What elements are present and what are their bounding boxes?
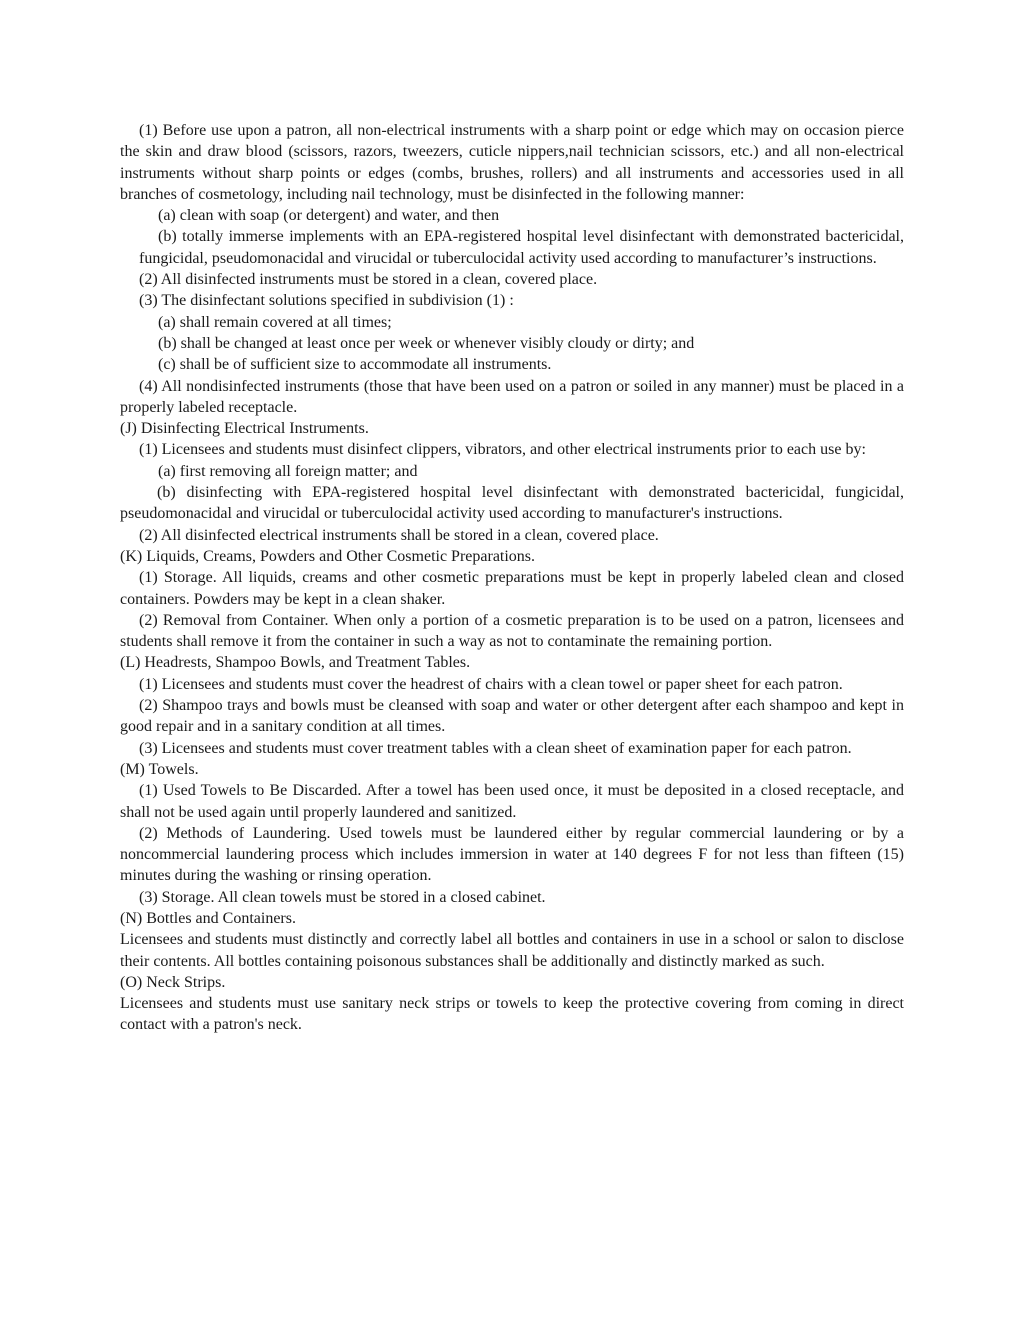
item-b-immerse: (b) totally immerse implements with an EPA-registered hospital level disinfectant with demonstrated bactericidal, fungicidal, pseudomonacidal and virucidal or tuberculocidal activity used according to manufacturer’s instructions. — [139, 228, 904, 267]
paragraph-j-1: (1) Licensees and students must disinfect clippers, vibrators, and other electrical instruments prior to each use by: — [139, 441, 866, 459]
section-heading-m: (M) Towels. — [120, 760, 199, 778]
paragraph-l-1: (1) Licensees and students must cover the headrest of chairs with a clean towel or paper sheet for each patron. — [139, 675, 843, 693]
item-a-clean: (a) clean with soap (or detergent) and water, and then — [158, 207, 500, 225]
paragraph-l-2: (2) Shampoo trays and bowls must be cleansed with soap and water or other detergent after each shampoo and kept in good repair and in a sanitary condition at all times. — [120, 697, 904, 736]
paragraph-m-1: (1) Used Towels to Be Discarded. After a towel has been used once, it must be deposited in a closed receptacle, and shall not be used again until properly laundered and sanitized. — [120, 782, 904, 821]
paragraph-o-body: Licensees and students must use sanitary neck strips or towels to keep the protective covering from coming in direct contact with a patron's neck. — [120, 995, 904, 1034]
item-b-changed: (b) shall be changed at least once per week or whenever visibly cloudy or dirty; and — [158, 334, 695, 352]
section-heading-n: (N) Bottles and Containers. — [120, 909, 296, 927]
paragraph-n-body: Licensees and students must distinctly and correctly label all bottles and containers in use in a school or salon to disclose their contents. All bottles containing poisonous substances shall be additionally and distinctly marked as such. — [120, 931, 904, 970]
item-c-size: (c) shall be of sufficient size to accommodate all instruments. — [158, 356, 552, 374]
paragraph-m-3: (3) Storage. All clean towels must be stored in a closed cabinet. — [139, 888, 546, 906]
document-body — [120, 120, 904, 1036]
paragraph-2-stored: (2) All disinfected instruments must be stored in a clean, covered place. — [139, 271, 598, 289]
item-a-covered: (a) shall remain covered at all times; — [158, 313, 392, 331]
paragraph-1-before-use: (1) Before use upon a patron, all non-electrical instruments with a sharp point or edge which may on occasion pierce the skin and draw blood (scissors, razors, tweezers, cuticle nippers,nail technician scissors, etc.) and all non-electrical instruments without sharp points or edges (combs, brushes, rollers) and all instruments and accessories used in all branches of cosmetology, including nail technology, must be disinfected in the following manner: — [120, 122, 904, 203]
paragraph-4-nondisinfected: (4) All nondisinfected instruments (those that have been used on a patron or soiled in any manner) must be placed in a properly labeled receptacle. — [120, 377, 904, 416]
section-heading-l: (L) Headrests, Shampoo Bowls, and Treatment Tables. — [120, 654, 471, 672]
section-heading-k: (K) Liquids, Creams, Powders and Other Cosmetic Preparations. — [120, 547, 536, 565]
section-heading-j: (J) Disinfecting Electrical Instruments. — [120, 420, 369, 438]
item-b-disinfecting: (b) disinfecting with EPA-registered hospital level disinfectant with demonstrated bactericidal, fungicidal, pseudomonacidal and virucidal or tuberculocidal activity used according to manufacturer's instructions. — [120, 484, 904, 523]
paragraph-j-2: (2) All disinfected electrical instruments shall be stored in a clean, covered place. — [139, 526, 659, 544]
section-heading-o: (O) Neck Strips. — [120, 973, 226, 991]
item-a-foreign-matter: (a) first removing all foreign matter; and — [158, 462, 418, 480]
paragraph-k-2: (2) Removal from Container. When only a portion of a cosmetic preparation is to be used on a patron, licensees and students shall remove it from the container in such a way as not to contaminate the remaining portion. — [120, 611, 904, 651]
paragraph-3-solutions: (3) The disinfectant solutions specified in subdivision (1) : — [139, 292, 514, 310]
paragraph-k-1: (1) Storage. All liquids, creams and other cosmetic preparations must be kept in properly labeled clean and closed containers. Powders may be kept in a clean shaker. — [120, 569, 904, 608]
paragraph-m-2: (2) Methods of Laundering. Used towels must be laundered either by regular commercial laundering or by a noncommercial laundering process which includes immersion in water at 140 degrees F for not less than fifteen (15) minutes during the washing or rinsing operation. — [120, 824, 904, 885]
paragraph-l-3: (3) Licensees and students must cover treatment tables with a clean sheet of examination paper for each patron. — [139, 739, 852, 757]
